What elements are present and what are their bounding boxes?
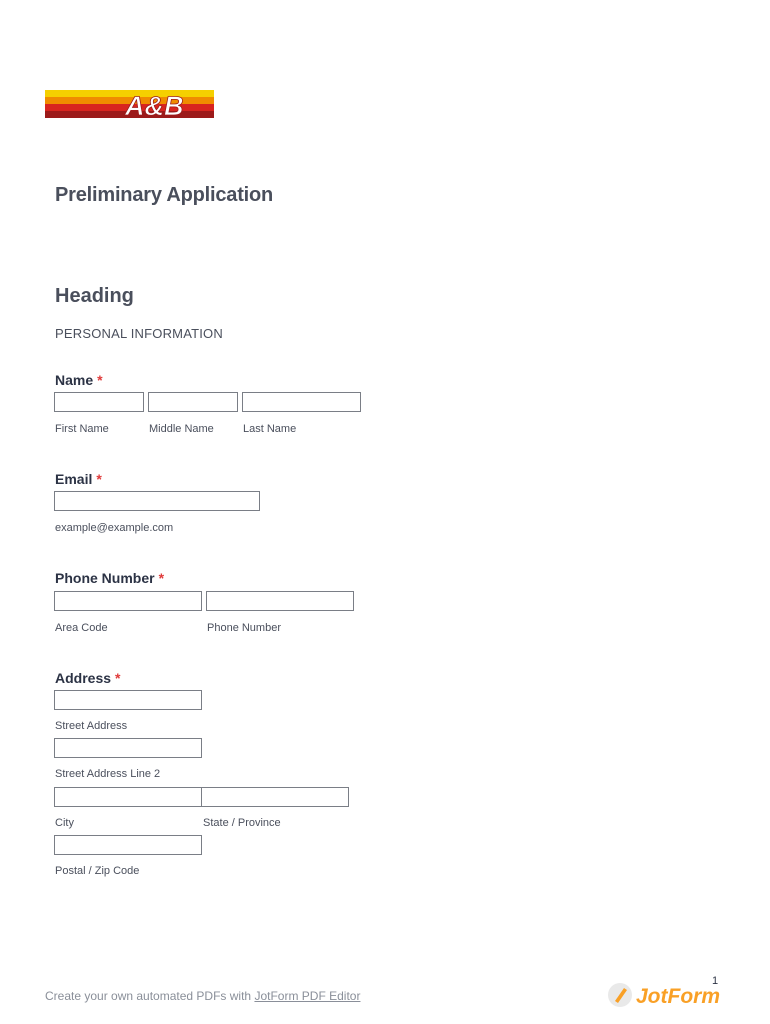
street-address-line2-sublabel: Street Address Line 2 xyxy=(55,768,161,780)
section-subheading: PERSONAL INFORMATION xyxy=(55,326,223,341)
postal-zip-input[interactable] xyxy=(54,835,202,855)
street-address-sublabel: Street Address xyxy=(55,720,128,732)
jotform-pdf-editor-link[interactable]: JotForm PDF Editor xyxy=(254,989,361,1003)
postal-zip-sublabel: Postal / Zip Code xyxy=(55,865,140,877)
required-marker: * xyxy=(158,570,165,586)
name-label xyxy=(55,372,103,388)
logo-text: A&B xyxy=(125,91,184,118)
name-label-text: Name xyxy=(55,372,94,388)
form-title: Preliminary Application xyxy=(55,184,274,206)
email-label xyxy=(55,471,102,487)
state-province-sublabel: State / Province xyxy=(203,817,281,829)
email-input[interactable] xyxy=(54,491,260,511)
state-province-input[interactable] xyxy=(201,787,349,807)
email-label-text: Email xyxy=(55,471,93,487)
last-name-sublabel: Last Name xyxy=(243,423,297,435)
page-number: 1 xyxy=(712,975,719,987)
address-label xyxy=(55,670,120,686)
phone-label-text: Phone Number xyxy=(55,570,155,586)
middle-name-sublabel: Middle Name xyxy=(149,423,214,435)
section-heading: Heading xyxy=(55,285,134,307)
area-code-input[interactable] xyxy=(54,591,202,611)
city-sublabel: City xyxy=(55,817,74,829)
city-input[interactable] xyxy=(54,787,202,807)
footer-text xyxy=(45,989,360,1003)
jotform-brand-text: JotForm xyxy=(636,985,720,1008)
jotform-logo xyxy=(606,980,728,1010)
required-marker: * xyxy=(115,670,121,686)
required-marker: * xyxy=(96,471,102,487)
phone-label xyxy=(55,570,164,586)
footer-prefix: Create your own automated PDFs with xyxy=(45,989,255,1003)
street-address-input[interactable] xyxy=(54,690,202,710)
email-sublabel: example@example.com xyxy=(55,522,174,534)
area-code-sublabel: Area Code xyxy=(55,622,108,634)
phone-number-input[interactable] xyxy=(206,591,354,611)
first-name-input[interactable] xyxy=(54,392,144,412)
first-name-sublabel: First Name xyxy=(55,423,109,435)
company-logo xyxy=(45,90,214,118)
last-name-input[interactable] xyxy=(242,392,361,412)
address-label-text: Address xyxy=(55,670,112,686)
street-address-line2-input[interactable] xyxy=(54,738,202,758)
middle-name-input[interactable] xyxy=(148,392,238,412)
phone-number-sublabel: Phone Number xyxy=(207,622,281,634)
required-marker: * xyxy=(97,372,103,388)
